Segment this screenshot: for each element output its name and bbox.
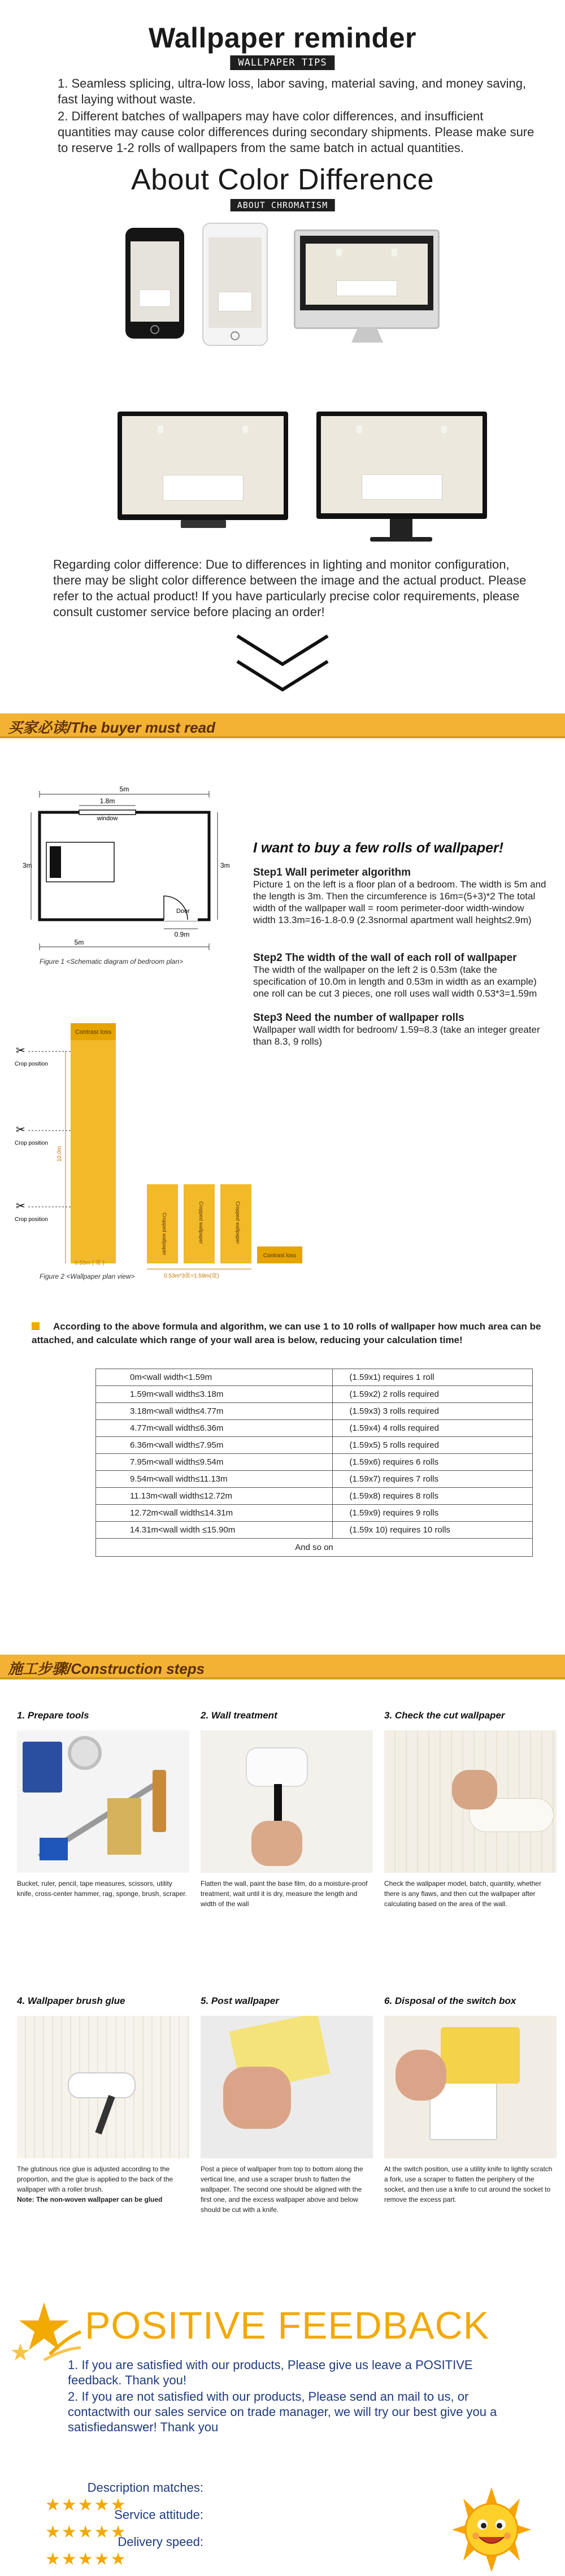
reminder-section (0, 0, 565, 741)
fp-left-dim: 3m (23, 861, 32, 869)
step-title: 3. Check the cut wallpaper (384, 1710, 505, 1721)
positive-feedback-section (0, 2287, 565, 2576)
sun-mascot-icon (441, 2487, 542, 2572)
svg-text:✂: ✂ (16, 1199, 25, 1213)
switch-box-image (384, 2016, 557, 2158)
step1-text: Picture 1 on the left is a floor plan of a bedroom. The width is 5m and the length is 3m. Then the circumference is 16m=(5+3)*2 The total width of the wallpaper wall = room perimeter-door width-window width 13.3m=16-1.8-0.9 (2.3snormal apartment wall height≤2.9m) (253, 879, 546, 925)
table-row (96, 1505, 533, 1522)
cropped-strip-label: Cropped wallpaper (235, 1201, 241, 1244)
fp-door-label: Door (176, 908, 190, 915)
reminder-list (46, 76, 538, 157)
step-card-prepare-tools (17, 1710, 189, 1899)
scissors-icon (16, 1044, 25, 1213)
svg-text:✂: ✂ (16, 1044, 25, 1057)
tv-stand (181, 520, 226, 528)
fp-window-label: window (97, 815, 118, 822)
rolls-cell: (1.59x 10) requires 10 rolls (332, 1522, 533, 1539)
feedback-item: 2. If you are not satisfied with our products, Please send an mail to us, or contactwith our sales service on trade manager, we will try our best give you a satisfiedanswer! Thank you (68, 2389, 497, 2434)
feedback-list (56, 2357, 520, 2436)
table-intro-text: According to the above formula and algorithm, we can use 1 to 10 rolls of wallpaper how much area can be attached, and calculate which range of your wall area is below, reducing your calculation time! (32, 1321, 541, 1345)
step-title: 4. Wallpaper brush glue (17, 1995, 125, 2006)
rolls-cell: (1.59x7) requires 7 rolls (332, 1471, 533, 1488)
tv-image (118, 412, 288, 520)
wallpaper-plan-diagram (11, 1020, 339, 1286)
range-cell: 12.72m<wall width≤14.31m (96, 1505, 333, 1522)
wallpaper-tips-tag: WALLPAPER TIPS (230, 55, 334, 70)
step-title: 5. Post wallpaper (201, 1995, 279, 2006)
fp-bottom-dim: 5m (74, 938, 84, 946)
monitor-stand (390, 519, 412, 538)
table-row (96, 1454, 533, 1471)
positive-feedback-title: POSITIVE FEEDBACK (85, 2304, 490, 2347)
and-so-on-cell: And so on (96, 1539, 533, 1557)
table-intro-note (32, 1320, 551, 1347)
range-cell: 9.54m<wall width≤11.13m (96, 1471, 333, 1488)
step-card-post-wallpaper (201, 1995, 373, 2215)
rating-label: Delivery speed: (118, 2535, 203, 2549)
figure1-caption: Figure 1 <Schematic diagram of bedroom plan> (40, 958, 184, 966)
square-bullet-icon (32, 1322, 40, 1330)
fp-right-dim: 3m (220, 861, 230, 869)
chevron-down-icon (234, 633, 331, 695)
step2-text: The width of the wallpaper on the left 2 is 0.53m (take the specification of 10.0m in length and 0.53m in width as an example) one roll can be cut 3 pieces, one roll uses wall width 0.53*3=1.59m (253, 964, 537, 999)
table-footer-row (96, 1539, 533, 1557)
rolls-cell: (1.59x4) 4 rolls required (332, 1420, 533, 1437)
table-row (96, 1437, 533, 1454)
stars-burst-icon (10, 2298, 84, 2366)
range-cell: 7.95m<wall width≤9.54m (96, 1454, 333, 1471)
range-cell: 11.13m<wall width≤12.72m (96, 1488, 333, 1505)
buyer-must-read-label: 买家必读/The buyer must read (8, 719, 215, 736)
cropped-strip-label: Cropped wallpaper (162, 1213, 167, 1255)
rating-label: Description matches: (87, 2480, 203, 2495)
step2-title: Step2 The width of the wall of each roll of wallpaper (253, 952, 517, 964)
contrast-loss-label: Contrast loss (263, 1253, 297, 1259)
step3-text: Wallpaper wall width for bedroom/ 1.59≈8.3 (take an integer greater than 8.3, 9 rolls) (253, 1024, 540, 1047)
step-title: 2. Wall treatment (201, 1710, 277, 1721)
rolls-cell: (1.59x8) requires 8 rolls (332, 1488, 533, 1505)
check-cut-image (384, 1730, 557, 1873)
step-description: Post a piece of wallpaper from top to bottom along the vertical line, and use a scraper brush to flatten the wallpaper. The second one should be aligned with the first one, and the excess wallpaper above and below should be cut with a knife. (201, 2165, 363, 2214)
rolls-cell: (1.59x6) requires 6 rolls (332, 1454, 533, 1471)
step-card-check-cut (384, 1710, 557, 1909)
monitor-base (370, 537, 432, 542)
crop-position-label: Crop position (15, 1140, 48, 1146)
fp-window-dim: 1.8m (99, 797, 115, 805)
five-stars-icon: ★★★★★ (45, 2496, 127, 2514)
table-row (96, 1403, 533, 1420)
monitor-image (316, 412, 487, 519)
table-row (96, 1522, 533, 1539)
calc-question: I want to buy a few rolls of wallpaper! (253, 840, 504, 856)
roll-length-label: 10.0m (56, 1146, 63, 1162)
range-cell: 1.59m<wall width≤3.18m (96, 1386, 333, 1403)
step-note: Note: The non-woven wallpaper can be glued (17, 2196, 163, 2203)
step3-title: Step3 Need the number of wallpaper rolls (253, 1012, 464, 1024)
five-stars-icon: ★★★★★ (45, 2550, 127, 2569)
step-card-switch-box (384, 1995, 557, 2205)
cropped-strip-label: Cropped wallpaper (198, 1201, 204, 1244)
table-row (96, 1471, 533, 1488)
step-title: 6. Disposal of the switch box (384, 1995, 516, 2006)
crop-position-label: Crop position (15, 1061, 48, 1067)
imac-stand (351, 328, 383, 343)
rolls-cell: (1.59x9) requires 9 rolls (332, 1505, 533, 1522)
rating-delivery (45, 2535, 282, 2569)
table-row (96, 1369, 533, 1386)
chromatism-tag: ABOUT CHROMATISM (231, 199, 335, 211)
reminder-item: 1. Seamless splicing, ultra-low loss, labor saving, material saving, and money saving, fast laying without waste. (58, 76, 527, 106)
bedroom-floorplan-diagram (23, 783, 232, 964)
construction-steps-bar (0, 1655, 565, 1677)
color-difference-note: Regarding color difference: Due to differences in lighting and monitor configuration, there may be slight color difference between the image and the actual product. Please refer to the actual product! If you have particularly precise color requirements, please consult customer service before placing an order! (53, 557, 527, 619)
wall-treatment-image (201, 1730, 373, 1873)
white-phone-image (202, 223, 268, 346)
step1-title: Step1 Wall perimeter algorithm (253, 867, 411, 878)
range-cell: 14.31m<wall width ≤15.90m (96, 1522, 333, 1539)
step-description: Check the wallpaper model, batch, quantity, whether there is any flaws, and then cut the wallpaper after calculating based on the area of the wall. (384, 1880, 541, 1908)
reminder-title: Wallpaper reminder (149, 22, 416, 54)
buyer-must-read-bar (0, 713, 565, 736)
rolls-table (95, 1369, 533, 1557)
calculation-steps (253, 842, 547, 1047)
tools-image (17, 1730, 189, 1873)
rolls-cell: (1.59x5) 5 rolls required (332, 1437, 533, 1454)
rolls-cell: (1.59x2) 2 rolls required (332, 1386, 533, 1403)
range-cell: 0m<wall width<1.59m (96, 1369, 333, 1386)
crop-position-label: Crop position (15, 1216, 48, 1223)
table-row (96, 1420, 533, 1437)
figure2-caption: Figure 2 <Wallpaper plan view> (40, 1272, 135, 1280)
roll-width-label: 0.53m ( 宽 ) (75, 1260, 105, 1266)
construction-steps-grid (17, 1710, 554, 2275)
feedback-item: 1. If you are satisfied with our products, Please give us leave a POSITIVE feedback. Thank you! (68, 2358, 473, 2387)
contrast-loss-label: Contrast loss (75, 1029, 112, 1036)
black-phone-image (125, 228, 184, 339)
step-description: Flatten the wall, paint the base film, do a moisture-proof treatment, wait until it is dry, measure the length and width of the wall (201, 1880, 368, 1908)
range-cell: 4.77m<wall width≤6.36m (96, 1420, 333, 1437)
color-difference-title: About Color Difference (131, 163, 434, 196)
brush-glue-image (17, 2016, 189, 2158)
step-card-brush-glue (17, 1995, 189, 2205)
svg-text:✂: ✂ (16, 1123, 25, 1136)
range-cell: 6.36m<wall width≤7.95m (96, 1437, 333, 1454)
range-cell: 3.18m<wall width≤4.77m (96, 1403, 333, 1420)
post-wallpaper-image (201, 2016, 373, 2158)
step-description: At the switch position, use a utility knife to lightly scratch a fork, use a scraper to flatten the periphery of the socket, and then use a knife to cut around the socket to remove the excess part. (384, 2165, 553, 2203)
table-row (96, 1386, 533, 1403)
rating-label: Service attitude: (114, 2508, 203, 2522)
step-title: 1. Prepare tools (17, 1710, 89, 1721)
step-card-wall-treatment (201, 1710, 373, 1909)
step-description: The glutinous rice glue is adjusted according to the proportion, and the glue is applied to the back of the wallpaper with a roller brush. Note: The non-woven wallpaper can be glued (17, 2165, 173, 2203)
strips-sum-label: 0.53m*3张=1.59m(宽) (164, 1273, 219, 1279)
construction-steps-label: 施工步骤/Construction steps (8, 1660, 205, 1677)
fp-door-dim: 0.9m (174, 930, 190, 938)
reminder-item: 2. Different batches of wallpapers may have color differences, and insufficient quantities may cause color differences during secondary shipments. Please make sure to reserve 1-2 rolls of wallpapers from the same batch in actual quantities. (58, 109, 534, 155)
imac-image (294, 230, 440, 329)
rolls-cell: (1.59x1) requires 1 roll (332, 1369, 533, 1386)
rolls-cell: (1.59x3) 3 rolls required (332, 1403, 533, 1420)
step-description: Bucket, ruler, pencil, tape measures, scissors, utility knife, cross-center hammer, rag, sponge, brush, scraper. (17, 1880, 187, 1898)
five-stars-icon: ★★★★★ (45, 2523, 127, 2542)
fp-top-dim: 5m (119, 785, 129, 793)
table-row (96, 1488, 533, 1505)
